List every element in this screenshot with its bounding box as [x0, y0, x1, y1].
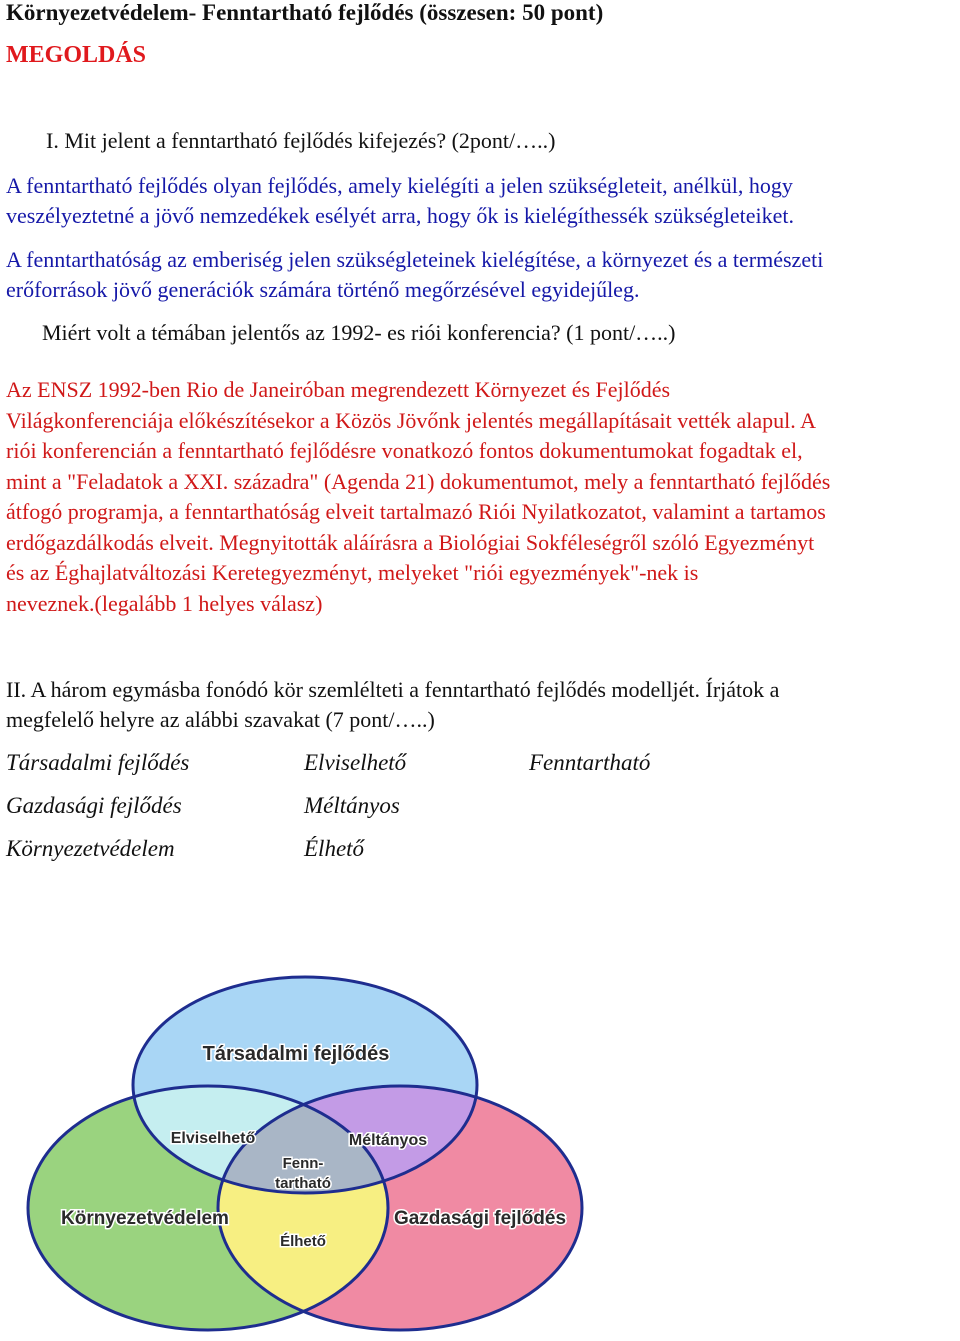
word-item: Élhető: [304, 836, 365, 861]
word-item: Társadalmi fejlődés: [6, 750, 190, 775]
answer-2-line: erdőgazdálkodás elveit. Megnyitották aláírásra a Biológiai Sokféleségről szóló Egyezményt: [6, 529, 815, 555]
venn-label-right: Gazdasági fejlődés: [393, 1208, 567, 1229]
answer-2-line: és az Éghajlatváltozási Keretegyezményt, melyeket "riói egyezmények"-nek is: [6, 560, 699, 585]
answer-2-line: riói konferencián a fenntartható fejlődésre vonatkozó fontos dokumentumokat fogadtak el,: [6, 438, 803, 463]
word-item: Környezetvédelem: [6, 836, 175, 861]
answer-2-line: neveznek.(legalább 1 helyes válasz): [6, 590, 323, 616]
word-item: Méltányos: [304, 793, 400, 818]
venn-label-center-2: tartható: [275, 1175, 331, 1192]
venn-diagram: [20, 972, 600, 1334]
venn-label-top-left: Elviselhető: [170, 1130, 256, 1147]
word-item: Gazdasági fejlődés: [6, 793, 182, 818]
answer-1-line-1: A fenntartható fejlődés olyan fejlődés, amely kielégíti a jelen szükségleteit, anélkül, hogy: [6, 173, 793, 198]
word-item: Elviselhető: [304, 750, 407, 775]
venn-label-center-1: Fenn-: [282, 1155, 324, 1172]
answer-1-line-2: veszélyeztetné a jövő nemzedékek esélyét arra, hogy ők is kielégíthessék szükségleteiket.: [6, 203, 795, 228]
answer-2-line: mint a "Feladatok a XXI. századra" (Agenda 21) dokumentumot, mely a fenntartható fejlődés: [6, 468, 831, 494]
venn-label-left: Környezetvédelem: [61, 1208, 229, 1229]
answer-2-line: átfogó programja, a fenntarthatóság elveit tartalmazó Riói Nyilatkozatot, valamint a tartamos: [6, 499, 826, 524]
answer-1b-line-2: erőforrások jövő generációk számára történő megőrzésével egyidejűleg.: [6, 277, 640, 302]
answer-1b-line-1: A fenntarthatóság az emberiség jelen szükségleteinek kielégítése, a környezet és a természeti: [6, 247, 824, 272]
page-subtitle: MEGOLDÁS: [6, 42, 147, 68]
venn-label-top-right: Méltányos: [348, 1132, 428, 1149]
answer-2-line: Világkonferenciája előkészítésekor a Közös Jövőnk jelentés megállapításait vették alapul. A: [6, 407, 816, 433]
question-3-line-1: II. A három egymásba fonódó kör szemlélteti a fenntartható fejlődés modelljét. Írjátok a: [6, 677, 780, 702]
word-item: Fenntartható: [529, 750, 651, 775]
question-1: I. Mit jelent a fenntartható fejlődés kifejezés? (2pont/…..): [46, 128, 556, 153]
venn-label-top: Társadalmi fejlődés: [202, 1043, 390, 1065]
answer-2-line: Az ENSZ 1992-ben Rio de Janeiróban megrendezett Környezet és Fejlődés: [6, 377, 671, 402]
question-3-line-2: megfelelő helyre az alábbi szavakat (7 pont/…..): [6, 707, 435, 732]
question-2: Miért volt a témában jelentős az 1992- es riói konferencia? (1 pont/…..): [42, 320, 676, 345]
venn-label-bottom: Élhető: [280, 1233, 326, 1250]
page-title: Környezetvédelem- Fenntartható fejlődés (összesen: 50 pont): [6, 0, 604, 25]
